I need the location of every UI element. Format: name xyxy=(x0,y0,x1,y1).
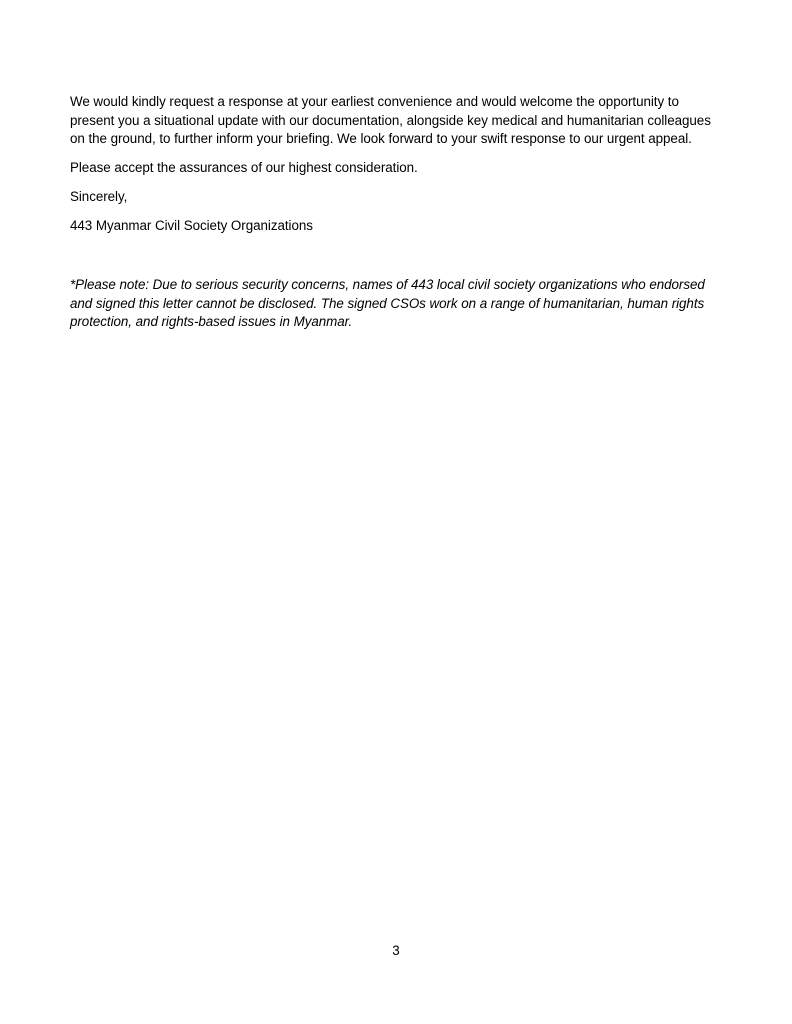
closing-salutation: Sincerely, xyxy=(70,189,128,204)
request-paragraph: We would kindly request a response at your earliest convenience and would welcome the opportunity to present you a situational update with our documentation, alongside key medical and humanitarian colleagues on the ground, to further inform your briefing. We look forward to your swift response to our urgent appeal. xyxy=(70,94,711,146)
assurance-paragraph: Please accept the assurances of our highest consideration. xyxy=(70,160,418,175)
page-number: 3 xyxy=(392,943,400,958)
signature-line: 443 Myanmar Civil Society Organizations xyxy=(70,218,313,233)
security-note: *Please note: Due to serious security concerns, names of 443 local civil society organizations who endorsed and signed this letter cannot be disclosed. The signed CSOs work on a range of humanitarian, human rights protection, and rights-based issues in Myanmar. xyxy=(70,277,705,329)
